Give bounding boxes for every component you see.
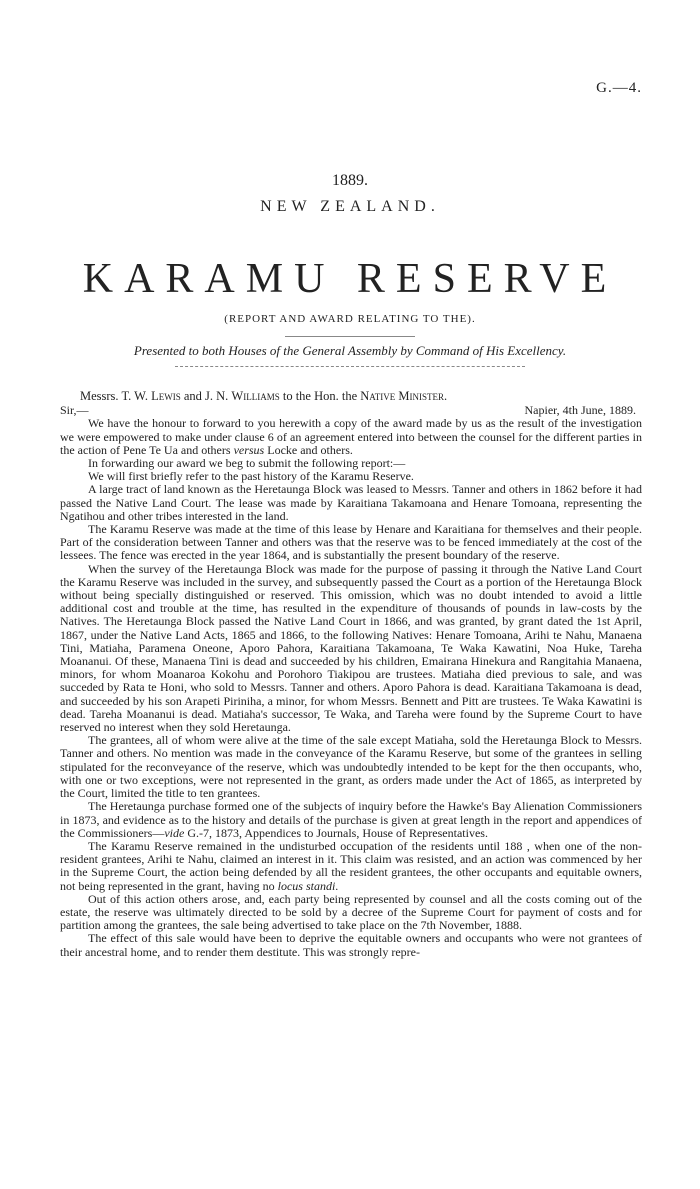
title-divider — [285, 336, 415, 337]
salutation: Sir,— — [60, 403, 89, 418]
paragraph-8-tail: G.-7, 1873, Appendices to Journals, House of Representatives. — [184, 825, 488, 840]
paragraph-8-text: The Heretaunga purchase formed one of the subjects of inquiry before the Hawke's Bay Alienation Commissioners in 1873, and evidence as to the history and details of the purchase is given at great length in the report and appendices of the Commissioners— — [60, 799, 642, 840]
heading-mid1: and J. N. — [180, 389, 232, 403]
document-subtitle: (REPORT AND AWARD RELATING TO THE). — [224, 313, 476, 325]
paragraph-7: The grantees, all of whom were alive at the time of the sale except Matiaha, sold the Heretaunga Block to Messrs. Tanner and others. No mention was made in the conveyance of the Karamu Reserve, but some of the grantees in selling stipulated for the reconveyance of the reserve, which was undoubtedly intended to be kept for the then occupants, who, with one or two exceptions, were not represented in the grant, as orders made under the Act of 1865, as interpreted by the Court, limited the title to ten grantees. — [60, 733, 642, 801]
presented-line: Presented to both Houses of the General Assembly by Command of His Excellency. — [133, 343, 567, 358]
heading-prefix: Messrs. T. W. — [80, 389, 152, 403]
paragraph-9-text: The Karamu Reserve remained in the undisturbed occupation of the residents until 188 , when one of the non-resident grantees, Arihi te Nahu, claimed an interest in it. This claim was resisted, and an action was commenced by her in the Supreme Court, the action being defended by all the resident grantees, the other occupants and equitable owners, not being represented in the grant, having no — [60, 838, 642, 893]
section-divider — [175, 366, 525, 367]
paragraph-9 — [60, 840, 642, 893]
document-year: 1889. — [332, 172, 368, 189]
paragraph-5: The Karamu Reserve was made at the time of this lease by Henare and Karaitiana for themselves and their people. Part of the consideration between Tanner and others was that the reserve was to be fenced immediately at the cost of the lessees. The fence was erected in the year 1864, and is substantially the present boundary of the reserve. — [60, 522, 642, 563]
paragraph-4: A large tract of land known as the Heretaunga Block was leased to Messrs. Tanner and others in 1862 before it had passed the Native Land Court. The lease was made by Karaitiana Takamoana and Henare Tomoana, representing the Ngatihou and other tribes interested in the land. — [60, 482, 642, 523]
letter-heading — [60, 390, 642, 403]
author-name-lewis: Lewis — [151, 389, 181, 403]
document-title: KARAMU RESERVE — [82, 256, 618, 302]
document-country: NEW ZEALAND. — [260, 198, 440, 215]
vide-word: vide — [164, 825, 185, 840]
paragraph-8 — [60, 800, 642, 840]
letter-body — [60, 390, 642, 959]
recipient-title: Native Minister. — [360, 389, 448, 403]
versus-word: versus — [233, 442, 265, 457]
locus-standi-words: locus standi — [277, 878, 336, 893]
paragraph-2: In forwarding our award we beg to submit the following report:— — [88, 456, 406, 471]
paper-reference: G.—4. — [596, 80, 642, 96]
author-name-williams: Williams — [231, 389, 280, 403]
paragraph-1 — [60, 417, 642, 457]
paragraph-1-tail: Locke and others. — [267, 442, 353, 457]
heading-mid2: to the Hon. the — [279, 389, 361, 403]
paragraph-11: The effect of this sale would have been to deprive the equitable owners and occupants who were not grantees of their ancestral home, and to render them destitute. This was strongly repre- — [60, 931, 642, 959]
paragraph-10: Out of this action others arose, and, each party being represented by counsel and all the costs coming out of the estate, the reserve was ultimately directed to be sold by a decree of the Supreme Court for payment of costs and for partition among the grantees, the sale being advertised to take place on the 7th November, 1888. — [60, 891, 642, 933]
paragraph-6: When the survey of the Heretaunga Block was made for the purpose of passing it through the Native Land Court the Karamu Reserve was included in the survey, and subsequently passed the Court as a portion of the Heretaunga Block without being specially distinguished or reserved. This omission, which was no doubt intended to avoid a little additional cost and trouble at the time, has resulted in the expenditure of thousands of pounds in law-costs by the Natives. The Heretaunga Block passed the Native Land Court in 1866, and was granted, by grant dated the 1st April, 1867, under the Native Land Acts, 1865 and 1866, to the following Natives: Henare Tomoana, Arihi te Nahu, Manaena Tini, Matiaha, Paramena Oneone, Aporo Pahora, Karaitiana Takamoana, Te Waka Kawatini, Noa Huke, Tareha Moananui. Of these, Manaena Tini is dead and succeeded by his children, Emairana Hinekura and Rangitahia Manaena, minors, for whom Moanaroa Kokohu and Porohoro Tiakipou are trustees. Matiaha died previous to sale, and was succeded by Rata te Honi, who sold to Messrs. Tanner and others. Aporo Pahora is dead. Karaitiana Takamoana is dead, and succeeded by his son Arapeti Piriniha, a minor, for whom Messrs. Bennett and Pitt are trustees. Te Waka Kawatini is dead. Tareha Moananui is dead. Matiaha's successor, Te Waka, and Tareha were found by the Supreme Court to have reserved no interest when they sold Heretaunga. — [60, 561, 642, 735]
paragraph-3: We will first briefly refer to the past history of the Karamu Reserve. — [88, 469, 414, 484]
paragraph-1-text: We have the honour to forward to you herewith a copy of the award made by us as the result of the investigation we were empowered to make under clause 6 of an agreement entered into between the counsel for the different parties in the action of Pene Te Ua and others — [60, 416, 642, 457]
paragraph-9-tail: . — [335, 878, 339, 893]
place-date: Napier, 4th June, 1889. — [524, 403, 636, 418]
